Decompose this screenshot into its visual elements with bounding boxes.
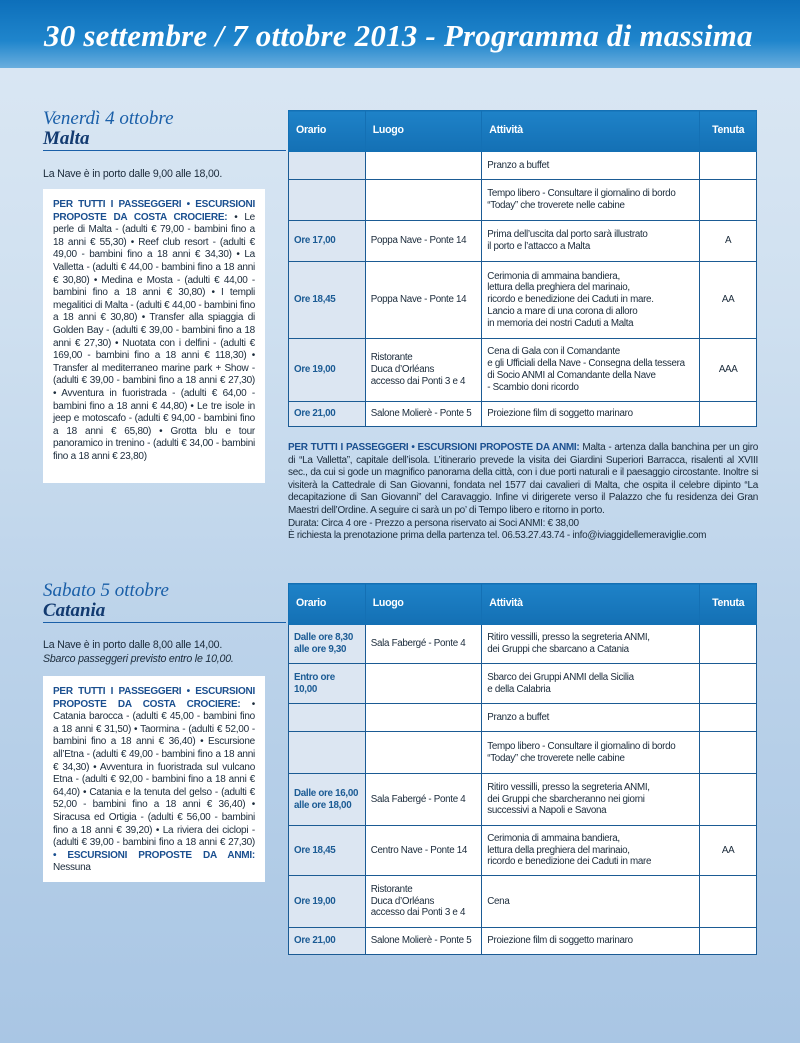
- cell-line: Dalle ore 8,30: [294, 632, 353, 644]
- cell-line: in memoria dei nostri Caduti a Malta: [487, 317, 634, 329]
- divider: [43, 622, 286, 623]
- cell-line: dei Gruppi che sbarcano a Catania: [487, 644, 629, 655]
- cell-activity: [482, 339, 700, 402]
- cell-place: Centro Nave - Ponte 14: [365, 826, 482, 876]
- cell-activity: [482, 664, 700, 704]
- cell-line: Proiezione film di soggetto marinaro: [487, 408, 633, 420]
- cell-activity: [482, 221, 700, 262]
- cell-time: [289, 625, 366, 664]
- cell-time: Ore 21,00: [289, 402, 366, 427]
- table-row: [289, 732, 757, 774]
- cell-place: Salone Molierè - Ponte 5: [365, 928, 482, 955]
- cell-line: Cerimonia di ammaina bandiera,: [487, 270, 620, 282]
- cell-line: Duca d’Orléans: [370, 895, 435, 907]
- cell-dress: AA: [700, 262, 757, 339]
- cell-line: Ristorante: [370, 883, 413, 895]
- excursions-text: • Le perle di Malta - (adulti € 79,00 - bambini fino a 18 anni € 55,30) • Reef club resort - (adulti € 49,00 - bambini fino a 18 anni € 34,30) • La Valletta - (adulti € 44,00 - bambini fino a 18 anni € 30,80) • Medina e Mosta - (adulti € 44,00 - bambini fino a 18 anni € 30,80) • I templi megalitici di Malta - (adulti € 44,00 - bambini fino a 18 anni € 30,80) • Transfer alla spiaggia di Golden Bay - (adulti € 39,00 - bambini fino a 18 anni € 27,30) • Nuotata con i delfini - (adulti € 169,00 - bambini fino a 18 anni € 118,30) • Transfer al mediterraneo marine park + Show - (adulti € 39,00 - bambini fino a 18 anni € 27,30) • Avventura in fuoristrada - (adulti € 64,00 - bambini fino a 18 anni € 44,80) • Le tre isole in jeep e motoscafo - (adulti € 94,00 - bambini fino a 18 anni € 65,80) • Grotta blu e tour panoramico in trenino - (adulti € 34,00 - bambini fino a 18 anni € 23,80): [53, 211, 255, 462]
- cell-line: successivi a Napoli e Savona: [487, 805, 607, 817]
- cell-time: [289, 152, 366, 180]
- cell-time: Entro ore 10,00: [289, 664, 366, 704]
- cell-time: Ore 19,00: [289, 339, 366, 402]
- cell-line: Cena di Gala con il Comandante: [487, 346, 620, 358]
- cell-line: ricordo e benedizione dei Caduti in mare: [487, 856, 652, 868]
- cell-dress: [700, 402, 757, 427]
- schedule-table: [288, 110, 757, 427]
- page-header: [0, 0, 800, 68]
- cell-line: dei Gruppi che sbarcheranno nei giorni: [487, 793, 645, 805]
- cell-line: Cerimonia di ammaina bandiera,: [487, 832, 620, 844]
- divider: [43, 150, 286, 151]
- excursions-box: [43, 676, 265, 882]
- cell-place: [365, 876, 482, 928]
- cell-line: Prima dell’uscita dal porto sarà illustrato: [487, 229, 648, 241]
- excursions-tail: Nessuna: [53, 862, 91, 874]
- cell-place: [365, 664, 482, 704]
- cell-dress: A: [700, 221, 757, 262]
- schedule-table: [288, 583, 757, 955]
- cell-line: Duca d’Orléans: [370, 364, 435, 376]
- anmi-excursion-note: [288, 442, 758, 543]
- cell-place: Poppa Nave - Ponte 14: [365, 262, 482, 339]
- cell-place: [365, 152, 482, 180]
- port-info: [43, 167, 222, 181]
- cell-time: Ore 21,00: [289, 928, 366, 955]
- cell-line: Pranzo a buffet: [487, 711, 550, 723]
- table-row: [289, 826, 757, 876]
- excursions-text: • Catania barocca - (adulti € 45,00 - bambini fino a 18 anni € 31,50) • Taormina - (adulti € 52,00 - bambini fino a 18 anni € 36,40) • Escursione all’Etna - (adulti € 49,00 - bambini fino a 18 anni € 34,30) • Avventura in fuoristrada sul vulcano Etna - (adulti € 92,00 - bambini fino a 18 anni € 64,40) • Catania e la tenuta del gelso - (adulti € 52,00 - bambini fino a 18 anni € 36,40) • Siracusa ed Ortigia - (adulti € 56,00 - bambini fino a 18 anni € 39,20) • La riviera dei ciclopi - (adulti € 39,00 - bambini fino a 18 anni € 27,30): [53, 698, 255, 849]
- table-row: [289, 774, 757, 826]
- table-row: [289, 625, 757, 664]
- table-header-row: [289, 584, 757, 625]
- cell-time: [289, 704, 366, 732]
- cell-place: [365, 180, 482, 221]
- cell-dress: [700, 625, 757, 664]
- cell-place: [365, 339, 482, 402]
- cell-activity: [482, 732, 700, 774]
- note-text: Malta - artenza dalla banchina per un giro di “La Valletta”, capitale dell’isola. L’itinerario prevede la visita dei Giardini Superiori Barracca, risalenti al XVIII sec., da cui si gode un magnifico panorama della città, con i due porti naturali e il paesaggio circostante. Inoltre si visiterà la Cattedrale di San Giovanni, fondata nel 1577 dai cavalieri di Malta, che ospita il celebre dipinto “La decapitazione di San Giovanni” del Caravaggio. Infine vi dirigerete verso il Palazzo che fu residenza dei Gran Maestri dell’Ordine. A seguire ci sarà un po’ di Tempo libero e ritorno in porto.: [288, 442, 759, 516]
- table-row: [289, 152, 757, 180]
- port-info-line: Sbarco passeggeri previsto entro le 10,00.: [43, 653, 234, 665]
- table-row: [289, 339, 757, 402]
- cell-activity: [482, 402, 700, 427]
- cell-line: Dalle ore 16,00: [294, 787, 359, 799]
- cell-activity: [482, 704, 700, 732]
- cell-activity: [482, 625, 700, 664]
- cell-line: e gli Ufficiali della Nave - Consegna della tessera: [487, 358, 685, 370]
- col-header-activity: Attività: [482, 111, 700, 152]
- excursions-box: [43, 189, 265, 483]
- cell-line: alle ore 18,00: [294, 799, 352, 811]
- cell-time: [289, 732, 366, 774]
- cell-time: Ore 17,00: [289, 221, 366, 262]
- cell-dress: [700, 876, 757, 928]
- port-info-line: La Nave è in porto dalle 9,00 alle 18,00.: [43, 168, 223, 180]
- cell-activity: [482, 180, 700, 221]
- cell-place: Poppa Nave - Ponte 14: [365, 221, 482, 262]
- table-row: [289, 262, 757, 339]
- table-row: [289, 664, 757, 704]
- cell-line: Tempo libero - Consultare il giornalino di bordo: [487, 188, 676, 200]
- table-row: [289, 704, 757, 732]
- col-header-activity: Attività: [482, 584, 700, 625]
- cell-activity: Cena: [482, 876, 700, 928]
- excursions-lead: PER TUTTI I PASSEGGERI • ESCURSIONI PROPOSTE DA COSTA CROCIERE:: [53, 199, 255, 223]
- port-info-line: La Nave è in porto dalle 8,00 alle 14,00.: [43, 639, 223, 651]
- note-lead: PER TUTTI I PASSEGGERI • ESCURSIONI PROPOSTE DA ANMI:: [288, 442, 580, 453]
- cell-dress: AAA: [700, 339, 757, 402]
- table-row: [289, 221, 757, 262]
- cell-activity: [482, 774, 700, 826]
- cell-line: Sbarco dei Gruppi ANMI della Sicilia: [487, 671, 634, 683]
- table-row: [289, 928, 757, 955]
- cell-place: [365, 732, 482, 774]
- cell-line: di Socio ANMI al Comandante della Nave: [487, 370, 656, 381]
- note-booking: È richiesta la prenotazione prima della partenza tel. 06.53.27.43.74 - info@iviaggidellemeraviglie.com: [288, 530, 707, 542]
- cell-line: accesso dai Ponti 3 e 4: [370, 907, 466, 919]
- cell-time: Ore 19,00: [289, 876, 366, 928]
- cell-line: Ritiro vessilli, presso la segreteria ANMI,: [487, 781, 650, 793]
- cell-dress: [700, 664, 757, 704]
- day-heading: [43, 581, 169, 621]
- day-city: Catania: [43, 600, 106, 621]
- table-row: [289, 402, 757, 427]
- cell-line: il porto e l’attacco a Malta: [487, 241, 590, 252]
- cell-line: Pranzo a buffet: [487, 159, 550, 171]
- cell-dress: AA: [700, 826, 757, 876]
- note-duration: Durata: Circa 4 ore - Prezzo a persona riservato ai Soci ANMI: € 38,00: [288, 517, 579, 529]
- cell-dress: [700, 180, 757, 221]
- col-header-time: Orario: [289, 111, 366, 152]
- cell-dress: [700, 152, 757, 180]
- cell-place: Sala Fabergé - Ponte 4: [365, 774, 482, 826]
- cell-dress: [700, 704, 757, 732]
- day-date: Venerdì 4 ottobre: [43, 108, 174, 129]
- cell-line: e della Calabria: [487, 683, 551, 695]
- cell-place: Sala Fabergé - Ponte 4: [365, 625, 482, 664]
- cell-line: - Scambio doni ricordo: [487, 381, 579, 393]
- cell-dress: [700, 732, 757, 774]
- cell-activity: [482, 152, 700, 180]
- table-header-row: [289, 111, 757, 152]
- cell-line: Ritiro vessilli, presso la segreteria ANMI,: [487, 632, 650, 644]
- cell-line: Ristorante: [370, 352, 413, 364]
- cell-line: “Today” che troverete nelle cabine: [487, 752, 625, 764]
- table-row: [289, 876, 757, 928]
- col-header-place: Luogo: [365, 111, 482, 152]
- cell-activity: [482, 826, 700, 876]
- cell-time: Ore 18,45: [289, 262, 366, 339]
- cell-line: accesso dai Ponti 3 e 4: [370, 375, 466, 387]
- excursions-lead: PER TUTTI I PASSEGGERI • ESCURSIONI PROPOSTE DA COSTA CROCIERE:: [53, 686, 255, 710]
- col-header-dress: Tenuta: [700, 111, 757, 152]
- col-header-dress: Tenuta: [700, 584, 757, 625]
- cell-time: Ore 18,45: [289, 826, 366, 876]
- cell-activity: Proiezione film di soggetto marinaro: [482, 928, 700, 955]
- cell-line: “Today” che troverete nelle cabine: [487, 200, 625, 211]
- cell-place: [365, 704, 482, 732]
- cell-line: Tempo libero - Consultare il giornalino di bordo: [487, 740, 676, 752]
- cell-line: alle ore 9,30: [294, 644, 347, 655]
- excursions-tail-lead: • ESCURSIONI PROPOSTE DA ANMI:: [53, 849, 255, 861]
- cell-time: [289, 774, 366, 826]
- cell-line: Lancio a mare di una corona di alloro: [487, 305, 638, 317]
- cell-dress: [700, 928, 757, 955]
- cell-time: [289, 180, 366, 221]
- cell-line: lettura della preghiera del marinaio,: [487, 282, 630, 294]
- cell-dress: [700, 774, 757, 826]
- cell-line: lettura della preghiera del marinaio,: [487, 844, 630, 856]
- cell-line: ricordo e benedizione dei Caduti in mare.: [487, 294, 654, 306]
- cell-activity: [482, 262, 700, 339]
- day-date: Sabato 5 ottobre: [43, 580, 169, 601]
- cell-place: Salone Molierè - Ponte 5: [365, 402, 482, 427]
- day-heading: [43, 109, 174, 149]
- table-row: [289, 180, 757, 221]
- day-city: Malta: [43, 128, 90, 149]
- port-info: [43, 638, 234, 666]
- col-header-time: Orario: [289, 584, 366, 625]
- col-header-place: Luogo: [365, 584, 482, 625]
- page-title: 30 settembre / 7 ottobre 2013 - Programma di massima: [44, 18, 753, 53]
